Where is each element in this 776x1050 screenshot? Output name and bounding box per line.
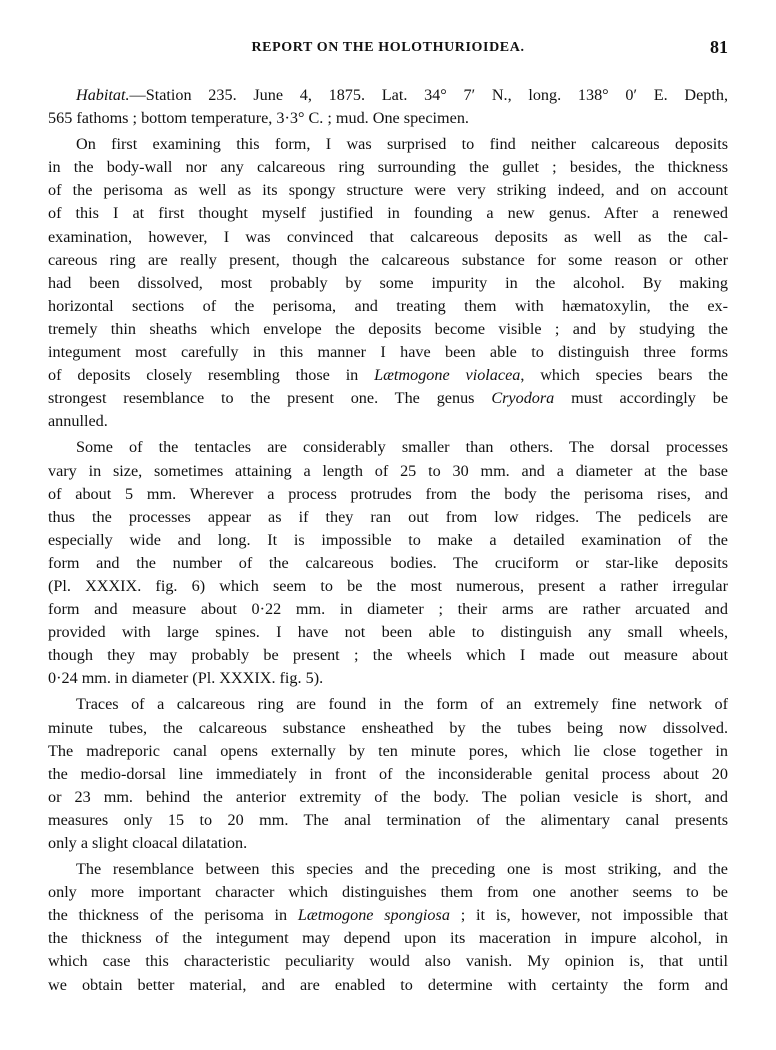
text-segment: especially wide and long. It is impossible to make a detailed examination of the <box>48 530 728 549</box>
text-segment: 565 fathoms ; bottom temperature, 3·3° C. ; mud. One specimen. <box>48 109 469 128</box>
page-number: 81 <box>710 37 728 57</box>
text-segment: 0·24 mm. in diameter (Pl. XXXIX. fig. 5). <box>48 669 324 688</box>
text-line <box>48 202 728 225</box>
italic-text: Habitat. <box>76 86 130 104</box>
italic-text: Lætmogone spongiosa <box>297 906 450 925</box>
text-line <box>48 460 728 483</box>
text-segment: annulled. <box>48 412 108 431</box>
text-segment: thus the processes appear as if they ran out from low ridges. The pedicels are <box>48 507 728 526</box>
text-segment: of about 5 mm. Wherever a process protrudes from the body the perisoma rises, and <box>48 484 728 503</box>
text-line <box>48 809 728 832</box>
text-segment: —Station 235. June 4, 1875. Lat. 34° 7′ N., long. 138° 0′ E. Depth, <box>129 86 728 104</box>
text-segment: we obtain better material, and are enabled to determine with certainty the form and <box>48 975 728 994</box>
text-segment: minute tubes, the calcareous substance ensheathed by the tubes being now dissolved. <box>48 718 728 737</box>
text-segment: The madreporic canal opens externally by ten minute pores, which lie close together in <box>48 741 728 760</box>
paragraph <box>48 858 728 997</box>
text-segment: tremely thin sheaths which envelope the deposits become visible ; and by studying the <box>48 319 728 338</box>
text-line <box>48 341 728 364</box>
text-line <box>48 483 728 506</box>
text-line <box>48 667 728 690</box>
text-segment: , which species bears the <box>520 366 728 385</box>
text-segment: measures only 15 to 20 mm. The anal termination of the alimentary canal presents <box>48 810 728 829</box>
text-segment: in the body-wall nor any calcareous ring surrounding the gullet ; besides, the thickness <box>48 158 728 177</box>
page-header <box>48 37 728 62</box>
italic-text: Cryodora <box>491 389 555 408</box>
text-line <box>48 927 728 950</box>
text-line <box>48 107 728 130</box>
body-text <box>48 84 728 997</box>
text-segment: the medio-dorsal line immediately in front of the inconsiderable genital process about 20 <box>48 764 728 783</box>
text-segment: Traces of a calcareous ring are found in the form of an extremely fine network of <box>76 695 728 714</box>
text-line <box>48 693 728 716</box>
text-line <box>48 621 728 644</box>
text-line <box>48 272 728 295</box>
text-line <box>48 786 728 809</box>
text-segment: form and the number of the calcareous bodies. The cruciform or star-like deposits <box>48 553 728 572</box>
text-segment: or 23 mm. behind the anterior extremity of the body. The polian vesicle is short, and <box>48 787 728 806</box>
paragraph <box>48 84 728 130</box>
text-line <box>48 226 728 249</box>
text-segment: ; it is, however, not impossible that <box>449 906 728 925</box>
text-line <box>48 552 728 575</box>
text-line <box>48 575 728 598</box>
text-line <box>48 950 728 973</box>
text-segment: The resemblance between this species and the preceding one is most striking, and the <box>76 860 728 879</box>
text-segment: though they may probably be present ; the wheels which I made out measure about <box>48 646 728 665</box>
text-line <box>48 644 728 667</box>
text-line <box>48 84 728 107</box>
italic-text: Lætmogone violacea <box>374 366 521 385</box>
text-segment: vary in size, sometimes attaining a length of 25 to 30 mm. and a diameter at the base <box>48 461 728 480</box>
text-segment: the thickness of the integument may depend upon its maceration in impure alcohol, in <box>48 929 728 948</box>
text-line <box>48 410 728 433</box>
text-line <box>48 717 728 740</box>
paragraph <box>48 693 728 855</box>
text-segment: only a slight cloacal dilatation. <box>48 834 248 852</box>
text-segment: On first examining this form, I was surprised to find neither calcareous deposits <box>76 135 728 154</box>
text-line <box>48 832 728 855</box>
text-line <box>48 156 728 179</box>
text-line <box>48 133 728 156</box>
text-segment: must accordingly be <box>554 389 728 408</box>
text-segment: of this I at first thought myself justified in founding a new genus. After a renewed <box>48 204 728 223</box>
text-segment: of the perisoma as well as its spongy structure were very striking indeed, and on account <box>48 181 728 200</box>
text-segment: examination, however, I was convinced that calcareous deposits as well as the cal- <box>48 227 728 246</box>
text-line <box>48 387 728 410</box>
text-segment: integument most carefully in this manner I have been able to distinguish three forms <box>48 343 728 362</box>
text-segment: which case this characteristic peculiarity would also vanish. My opinion is, that until <box>48 952 728 971</box>
text-segment: form and measure about 0·22 mm. in diameter ; their arms are rather arcuated and <box>48 600 728 619</box>
text-line <box>48 318 728 341</box>
text-segment: horizontal sections of the perisoma, and treating them with hæmatoxylin, the ex- <box>48 296 728 315</box>
text-segment: provided with large spines. I have not been able to distinguish any small wheels, <box>48 623 728 642</box>
text-segment: only more important character which distinguishes them from one another seems to be <box>48 883 728 902</box>
text-segment: Some of the tentacles are considerably smaller than others. The dorsal processes <box>76 438 728 457</box>
text-line <box>48 858 728 881</box>
text-segment: had been dissolved, most probably by some impurity in the alcohol. By making <box>48 273 728 292</box>
text-line <box>48 506 728 529</box>
text-segment: (Pl. XXXIX. fig. 6) which seem to be the most numerous, present a rather irregular <box>48 576 728 595</box>
text-line <box>48 179 728 202</box>
text-line <box>48 364 728 387</box>
text-segment: strongest resemblance to the present one. The genus <box>48 389 492 408</box>
text-line <box>48 295 728 318</box>
text-segment: the thickness of the perisoma in <box>48 906 298 925</box>
text-line <box>48 974 728 997</box>
text-line <box>48 904 728 927</box>
paragraph <box>48 436 728 690</box>
text-segment: of deposits closely resembling those in <box>48 366 375 385</box>
text-line <box>48 740 728 763</box>
running-title: REPORT ON THE HOLOTHURIOIDEA. <box>251 40 525 55</box>
text-line <box>48 763 728 786</box>
text-line <box>48 249 728 272</box>
text-line <box>48 436 728 459</box>
paragraph <box>48 133 728 433</box>
text-line <box>48 881 728 904</box>
text-line <box>48 598 728 621</box>
text-line <box>48 529 728 552</box>
text-segment: careous ring are really present, though the calcareous substance for some reason or other <box>48 250 728 269</box>
